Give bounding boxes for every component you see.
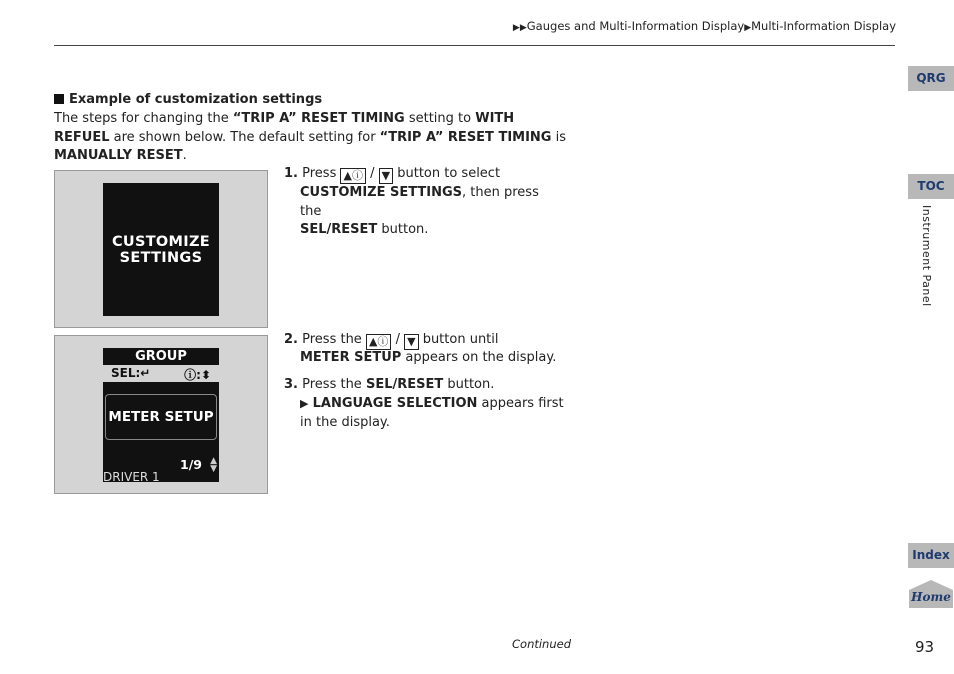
step-1: 1. Press ▲ⓘ / ▼ button to select CUSTOMIZE SETTINGS, then press the SEL/RESET button. xyxy=(284,166,539,238)
intro-paragraph: The steps for changing the “TRIP A” RESET TIMING setting to WITH REFUEL are shown below. The default setting for “TRIP A” RESET TIMING is MANUALLY RESET. xyxy=(54,111,567,164)
lcd-main-panel xyxy=(103,382,219,451)
toc-tab[interactable]: TOC xyxy=(908,174,954,199)
svg-text:Home: Home xyxy=(911,590,951,604)
step-2-continued: METER SETUP appears on the display. xyxy=(300,350,557,365)
lcd-footer xyxy=(103,451,219,482)
home-icon xyxy=(908,579,954,609)
lcd-group-header: GROUP xyxy=(103,348,219,365)
down-button-icon: ▼ xyxy=(404,334,418,350)
updown-arrows-icon: ▲ ▼ xyxy=(210,456,217,474)
result-arrow-icon: ▶ xyxy=(300,397,309,410)
breadcrumb-arrow-icon: ▶ xyxy=(744,23,752,33)
section-heading: Example of customization settings xyxy=(54,92,322,107)
page-number: 93 xyxy=(915,638,935,656)
continued-label: Continued xyxy=(512,637,572,651)
step-2: 2. Press the ▲ⓘ / ▼ button until xyxy=(284,332,499,348)
lcd-page-indicator: 1/9 xyxy=(180,457,202,472)
index-tab[interactable]: Index xyxy=(908,543,954,568)
qrg-tab[interactable]: QRG xyxy=(908,66,954,91)
lcd-customize-settings: CUSTOMIZE SETTINGS xyxy=(103,183,219,316)
breadcrumb-page-link[interactable]: Multi-Information Display xyxy=(751,19,896,33)
step-3-result: ▶ LANGUAGE SELECTION appears first in the display. xyxy=(300,396,564,430)
breadcrumb-section-link[interactable]: Gauges and Multi-Information Display xyxy=(526,19,745,33)
info-updown-icon: ⓘ:⬍ xyxy=(184,368,211,382)
header-divider xyxy=(54,45,895,46)
home-button[interactable] xyxy=(908,579,954,609)
step-3: 3. Press the SEL/RESET button. xyxy=(284,377,495,392)
up-info-button-icon: ▲ⓘ xyxy=(340,168,365,184)
up-info-button-icon: ▲ⓘ xyxy=(366,334,391,350)
breadcrumb-arrow-icon: ▶▶ xyxy=(512,23,527,33)
square-bullet-icon xyxy=(54,94,64,104)
sel-enter-icon: SEL:↵ xyxy=(111,366,151,380)
down-button-icon: ▼ xyxy=(379,168,393,184)
breadcrumb xyxy=(513,19,896,33)
lcd-control-hints xyxy=(108,365,216,383)
side-section-label: Instrument Panel xyxy=(920,205,933,307)
lcd-meter-setup: METER SETUP xyxy=(105,394,217,440)
lcd-driver-label: DRIVER 1 xyxy=(103,470,160,484)
